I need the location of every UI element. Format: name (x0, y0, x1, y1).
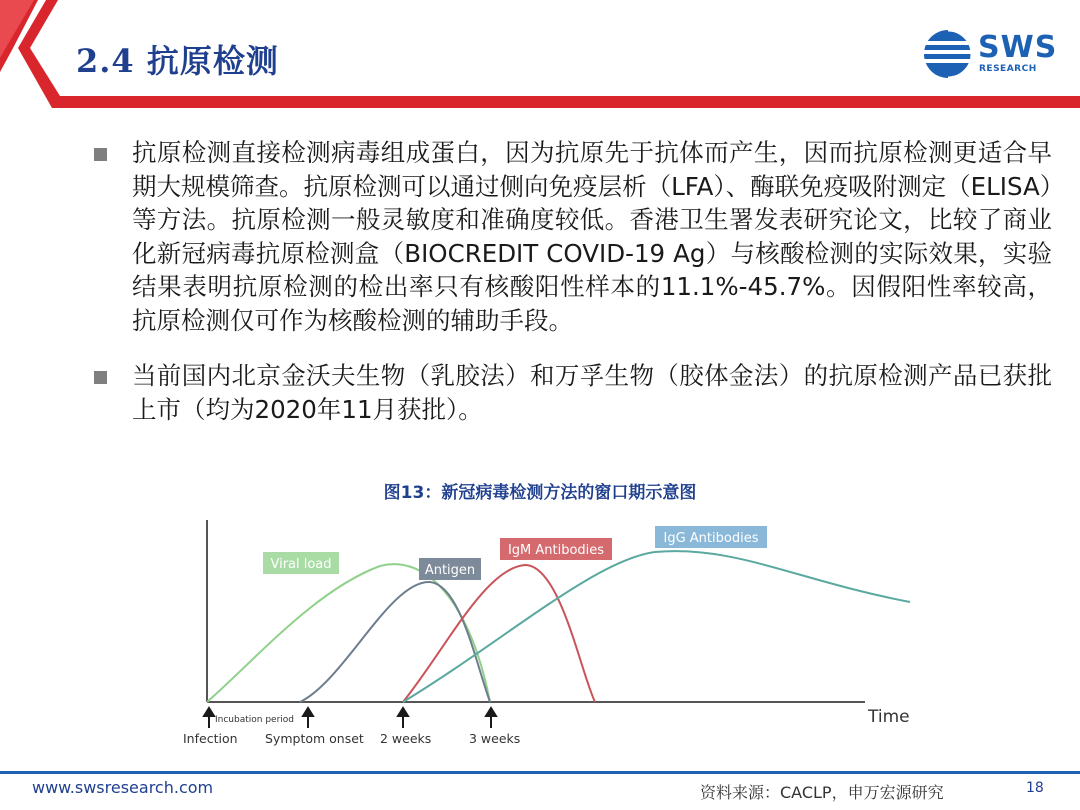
bullet-text: 当前国内北京金沃夫生物（乳胶法）和万孚生物（胶体金法）的抗原检测产品已获批上市（均为2020年11月获批）。 (132, 361, 1052, 424)
igm-curve (403, 565, 595, 702)
igm-label: IgM Antibodies (507, 543, 605, 558)
logo-text: SWS (978, 30, 1058, 65)
figure-caption: 图13：新冠病毒检测方法的窗口期示意图 (383, 483, 697, 503)
incubation-period-label: Incubation period (215, 715, 295, 725)
igg-label: IgG Antibodies (663, 531, 759, 546)
time-axis-label: Time (868, 707, 910, 727)
page-number: 18 (1026, 780, 1044, 796)
bullet-item (92, 136, 1052, 337)
bullet-list (92, 136, 1052, 448)
source-note: 资料来源：CACLP，申万宏源研究 (700, 783, 944, 802)
sws-globe-icon (922, 28, 974, 80)
viral-load-label: Viral load (270, 557, 332, 572)
slide-header (0, 0, 1080, 110)
two-weeks-label: 2 weeks (380, 731, 432, 746)
logo-subtext: RESEARCH (979, 64, 1037, 74)
square-bullet-icon (94, 371, 107, 384)
website-link[interactable]: www.swsresearch.com (32, 778, 214, 797)
antigen-curve (300, 582, 490, 702)
sws-logo (922, 28, 1062, 80)
three-weeks-label: 3 weeks (469, 731, 521, 746)
infection-label: Infection (183, 731, 238, 746)
bullet-item (92, 359, 1052, 426)
viral-load-curve (207, 564, 490, 702)
bullet-text: 抗原检测直接检测病毒组成蛋白，因为抗原先于抗体而产生，因而抗原检测更适合早期大规模筛查。抗原检测可以通过侧向免疫层析（LFA）、酶联免疫吸附测定（ELISA）等方法。抗原检测一般灵敏度和准确度较低。香港卫生署发表研究论文，比较了商业化新冠病毒抗原检测盒（BIOCREDIT COVID-19 Ag）与核酸检测的实际效果，实验结果表明抗原检测的检出率只有核酸阳性样本的11.1%-45.7%。因假阳性率较高，抗原检测仅可作为核酸检测的辅助手段。 (132, 138, 1052, 335)
square-bullet-icon (94, 148, 107, 161)
detection-window-diagram (175, 510, 915, 750)
slide-title: 2.4 抗原检测 (76, 42, 279, 80)
symptom-onset-label: Symptom onset (265, 731, 364, 746)
footer-divider (0, 771, 1080, 774)
antigen-label: Antigen (424, 563, 476, 578)
